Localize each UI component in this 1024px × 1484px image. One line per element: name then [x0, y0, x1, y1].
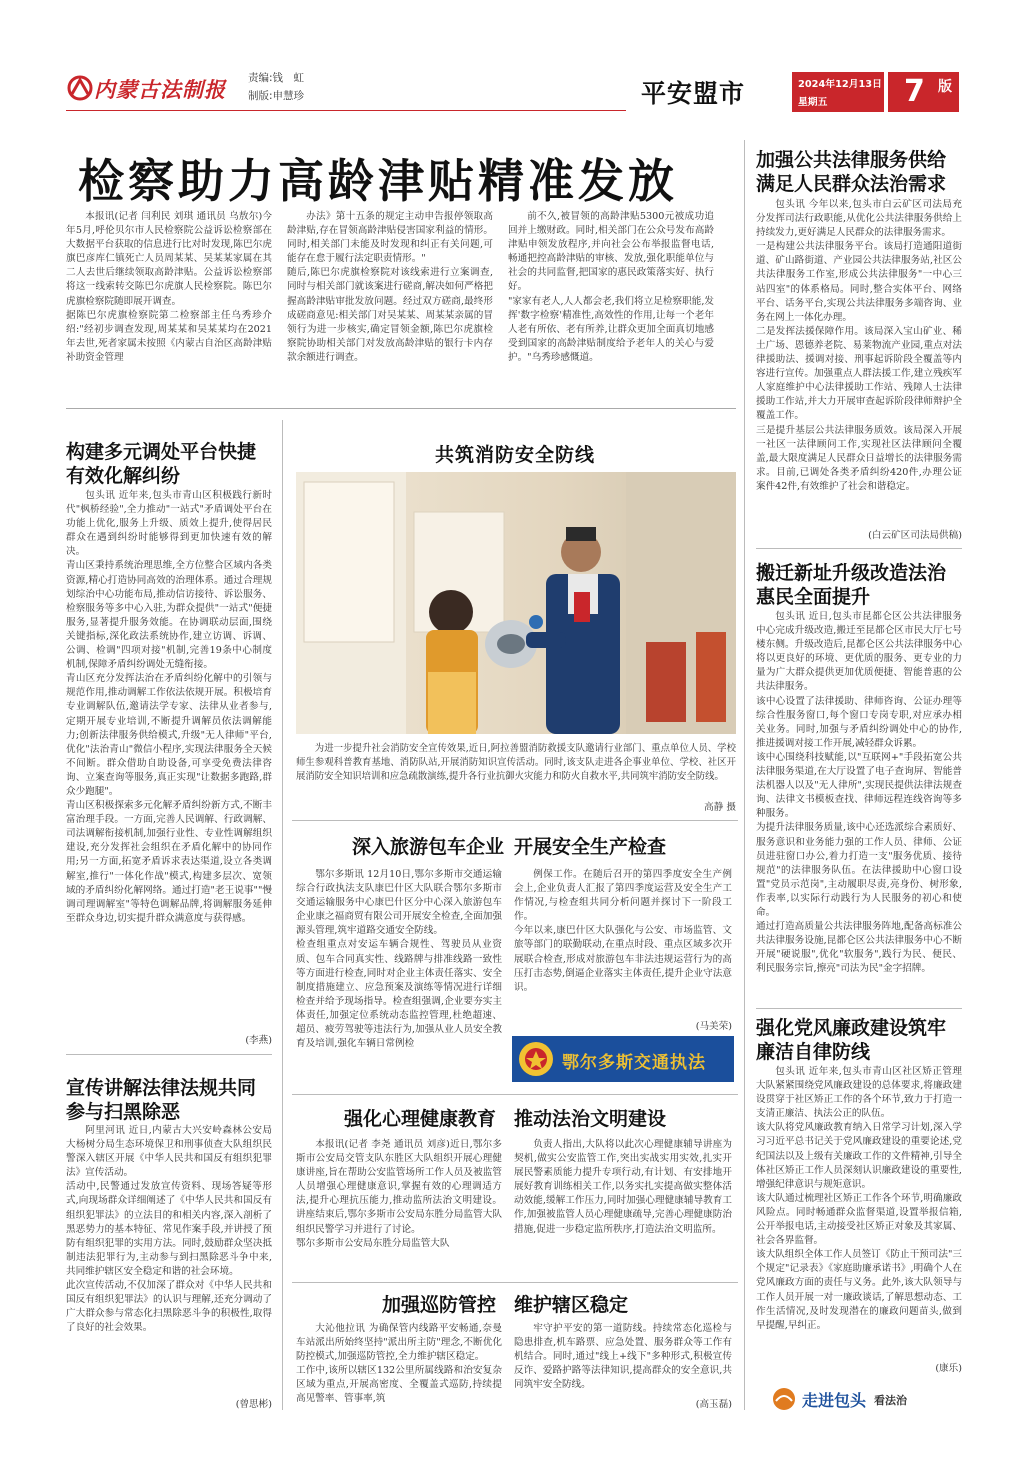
section-name: 平安盟市: [641, 79, 746, 108]
mid3-title-b: 维护辖区稳定: [514, 1294, 629, 1316]
traffic-law-banner: [512, 1036, 734, 1082]
lead-col-1: 本报讯(记者 闫利民 刘琪 通讯员 乌敖尔)今年5月,呼伦贝尔市人民检察院公益诉讼检察部在大数据平台获取的信息进行比对时发现,陈巴尔虎旗巴彦库仁镇死亡人员周某某、吴某某家属在其二人去世后继续领取高龄津贴。公益诉讼检察部将这一线索转交陈巴尔虎旗人民检察院。陈巴尔虎旗检察院随即展开调查。 据陈巴尔虎旗检察院第二检察部主任乌秀珍介绍:"经初步调查发现,周某某和吴某某均在2021年去世,死者家属未按照《内蒙古自治区高龄津贴补助资金管理: [66, 211, 272, 363]
footer-logo-mark-icon: [770, 1387, 798, 1411]
firefighter-photo-image: [296, 472, 736, 734]
mid1-title-a: 深入旅游包车企业: [351, 836, 504, 858]
photo-divider: [292, 820, 738, 821]
mid1-divider: [292, 1094, 738, 1095]
right1-credit: (白云矿区司法局供稿): [868, 530, 962, 541]
photo-title: 共筑消防安全防线: [434, 444, 595, 466]
right1-divider: [756, 548, 962, 549]
page-number: 7: [904, 74, 925, 109]
mid3-col-2: 牢守护平安的第一道防线。持续常态化巡检与隐患排查,机车路票、应急处置、服务群众等工作有机结合。同时,通过"线上+线下"多种形式,积极宣传反诈、爱路护路等法律知识,提高群众的安全意识,共同筑牢安全防线。: [514, 1323, 732, 1391]
lead-title: 检察助力高龄津贴精准发放: [78, 154, 678, 208]
mid1-credit: (马美荣): [695, 1021, 732, 1032]
banner-text: 鄂尔多斯交通执法: [562, 1053, 706, 1073]
mid2-divider: [292, 1282, 738, 1283]
logo-text: 内蒙古法制报: [94, 77, 226, 102]
page-suffix: 版: [938, 79, 952, 95]
left1-title: 构建多元调处平台快捷有效化解纠纷: [66, 441, 257, 487]
right3-credit: (康乐): [935, 1363, 962, 1374]
photo: [296, 472, 736, 734]
mid1-col-1: 鄂尔多斯讯 12月10日,鄂尔多斯市交通运输综合行政执法支队康巴什区大队联合鄂尔多斯市交通运输服务中心康巴什区分中心深入旅游包车企业康之福商贸有限公司开展安全检查,全面加强源头管理,筑牢道路交通安全防线。 检查组重点对安运车辆合规性、驾驶员从业资质、包车合同真实性、线路牌与排准线路一致性等方面进行检查,同时对企业主体责任落实、安全制度措施建立、应急预案及演练等情况进行详细检查并给予现场指导。检查组强调,企业要夯实主体责任,加强定位系统动态监控管理,杜绝超速、超员、疲劳驾驶等违法行为,加强从业人员安全教育及培训,强化车辆日常例检: [296, 869, 502, 1050]
masthead-rule-thin: [66, 110, 626, 111]
left2-body: 阿里河讯 近日,内蒙古大兴安岭森林公安局大杨树分局生态环境保卫和刑事侦查大队组织民警深入辖区开展《中华人民共和国反有组织犯罪法》宣传活动。 活动中,民警通过发放宣传资料、现场答疑等形式,向现场群众详细阐述了《中华人民共和国反有组织犯罪法》的立法目的和相关内容,深入剖析了黑恶势力的基本特征、常见作案手段,并讲授了预防有组织犯罪的实用方法。同时,鼓励群众坚决抵制违法犯罪行为,主动参与到扫黑除恶斗争中来,共同维护辖区安全稳定和谐的社会环境。 此次宣传活动,不仅加深了群众对《中华人民共和国反有组织犯罪法》的认识与理解,还充分调动了广大群众参与常态化扫黑除恶斗争的积极性,取得了良好的社会效果。: [66, 1125, 272, 1334]
logo-mark-icon: [66, 74, 94, 102]
traffic-emblem-icon: [516, 1039, 556, 1079]
left1-body: 包头讯 近年来,包头市青山区积极践行新时代"枫桥经验",全力推动"一站式"矛盾调处平台在功能上优化,服务上升级、质效上提升,使得居民群众在遇到纠纷时能够得到更加快速有效的解决。 青山区秉持系统治理思维,全方位整合区域内各类资源,精心打造协同高效的治理体系。通过合理规划综治中心功能布局,推动信访接待、诉讼服务、检察服务等多中心入驻,为群众提供"一站式"便捷服务,显著提升服务效能。在协调联动层面,围绕关键指标,深化政法系统协作,建立访调、诉调、公调、检调"四项对接"机制,完善19条中心制度机制,保障矛盾纠纷调处无缝衔接。 青山区充分发挥法治在矛盾纠纷化解中的引领与规范作用,推动调解工作依法依规开展。积极培育专业调解队伍,邀请法学专家、法律从业者参与,定期开展专业培训,不断提升调解员依法调解能力;创新法律服务供给模式,升级"无人律师"平台,优化"法治青山"微信小程序,实现法律服务全天候不间断。群众借助自助设备,可享受免费法律咨询、立案查询等服务,真正实现"让数据多跑路,群众少跑腿"。 青山区积极探索多元化解矛盾纠纷新方式,不断丰富治理手段。一方面,完善人民调解、行政调解、司法调解衔接机制,加强行业性、专业性调解组织建设,充分发挥社会组织在矛盾化解中的协同作用;另一方面,拓宽矛盾诉求表达渠道,设立各类调解室,推行"一体化作战"模式,构建多层次、宽领域的矛盾纠纷化解网络。通过打造"老王说事""慢调司理调解室"等特色调解品牌,将调解服务延伸至群众身边,切实提升群众满意度与获得感。: [66, 490, 272, 924]
mid2-title-b: 推动法治文明建设: [514, 1108, 667, 1130]
mid1-title-b: 开展安全生产检查: [514, 836, 667, 858]
right2-title: 搬迁新址升级改造法治惠民全面提升: [756, 562, 947, 608]
left1-divider: [66, 1054, 272, 1055]
left2-title: 宣传讲解法律法规共同参与扫黑除恶: [66, 1077, 257, 1123]
lead-col-3: 前不久,被冒领的高龄津贴5300元被成功追回并上缴财政。同时,相关部门在公众号发布高龄津贴申领发放程序,并向社会公布举报监督电话,畅通把控高龄津贴的审核、发放,强化职能单位与社会的共同监督,把国家的惠民政策落实好、执行好。 "家家有老人,人人都会老,我们将立足检察职能,发挥'数字检察'精准性,高效性的作用,让每一个老年人老有所依、老有所养,让群众更加全面真切地感受到国家的高龄津贴制度给予老年人的关心与爱护。"乌秀珍感慨道。: [508, 211, 714, 363]
mid3-col-1: 大沁他拉讯 为确保管内线路平安畅通,奈曼车站派出所始终坚持"派出所主防"理念,不断优化防控模式,加强巡防管控,全力维护辖区稳定。 工作中,该所以辖区132公里所属线路和治安复杂区域为重点,开展高密度、全覆盖式巡防,持续提高见警率、管事率,筑: [296, 1323, 502, 1405]
mid2-title-a: 强化心理健康教育: [343, 1108, 496, 1130]
editor-credit: 责编:钱 虹: [248, 72, 305, 84]
photographer-credit: 高静 摄: [640, 799, 736, 813]
date-box: [792, 72, 884, 112]
mid2-col-1: 本报讯(记者 李尧 通讯员 刘彦)近日,鄂尔多斯市公安局交管支队东胜区大队组织开展心理健康讲座,旨在帮助公安监管场所工作人员及被监管人员增强心理健康意识,掌握有效的心理调适方法,提升心理抗压能力,推动监所法治文明建设。讲座结束后,鄂尔多斯市公安局东胜分局监管大队组织民警学习并进行了讨论。 鄂尔多斯市公安局东胜分局监管大队: [296, 1139, 502, 1249]
mid3-credit: (高玉磊): [695, 1399, 732, 1410]
footer-logo: [770, 1384, 960, 1414]
right3-title: 强化党风廉政建设筑牢廉洁自律防线: [756, 1017, 947, 1063]
photo-caption: 为进一步提升社会消防安全宣传效果,近日,阿拉善盟消防救援支队邀请行业部门、重点单位人员、学校师生参观科普教育基地、消防队站,开展消防知识宣传活动。同时,该支队走进各企事业单位、学校、社区开展消防安全知识培训和应急疏散演练,提升各行业抗御火灾能力和防火自救水平,共同筑牢消防安全防线。: [296, 743, 736, 782]
footer-logo-text: 走进包头: [802, 1391, 867, 1410]
lead-col-2: 办法》第十五条的规定主动申告报停领取高龄津贴,存在冒领高龄津贴侵害国家利益的情形。同时,相关部门未能及时发现和纠正有关问题,可能存在怠于履行法定职责情形。" 随后,陈巴尔虎旗检察院对该线索进行立案调查,同时与相关部门就该案进行磋商,解决如何严格把握高龄津贴审批发放问题。经过双方磋商,最终形成磋商意见:相关部门对吴某某、周某某亲属的冒领行为进一步核实,确定冒领金额,陈巴尔虎旗检察院协助相关部门对发放高龄津贴的银行卡内存款余额进行调查。: [287, 211, 493, 363]
weekday-text: 星期五: [798, 97, 828, 108]
footer-logo-suffix: 看法治: [874, 1394, 907, 1407]
mid2-col-2: 负责人指出,大队将以此次心理健康辅导讲座为契机,做实公安监管工作,突出实战实用实效,扎实开展民警素质能力提升专项行动,有计划、有安排地开展好教育训练相关工作,以务实扎实提高做实整体活动效能,缓解工作压力,同时加强心理健康辅导教育工作,加强被监管人员心理健康疏导,完善心理健康防治措施,促进一步稳定监所秩序,打造法治文明监所。: [514, 1139, 732, 1235]
right-column-divider: [744, 140, 745, 1410]
right1-title: 加强公共法律服务供给满足人民群众法治需求: [756, 149, 947, 195]
left1-credit: (李燕): [245, 1035, 272, 1046]
masthead: [66, 66, 959, 118]
right3-body: 包头讯 近年来,包头市青山区社区矫正管理大队紧紧围绕党风廉政建设的总体要求,将廉政建设贯穿于社区矫正工作的各个环节,致力于打造一支清正廉洁、执法公正的队伍。 该大队将党风廉政教育纳入日常学习计划,深入学习习近平总书记关于党风廉政建设的重要论述,党纪国法以及上级有关廉政工作的文件精神,引导全体社区矫正工作人员深刻认识廉政建设的重要性,增强纪律意识与规矩意识。 该大队通过梳理社区矫正工作各个环节,明确廉政风险点。同时畅通群众监督渠道,设置举报信箱,公开举报电话,主动接受社区矫正对象及其家属、社会各界监督。 该大队组织全体工作人员签订《防止干预司法"三个规定"记录表》《家庭助廉承诺书》,明确个人在党风廉政方面的责任与义务。此外,该大队领导与工作人员开展一对一廉政谈话,了解思想动态、工作生活情况,及时发现潜在的廉政问题苗头,做到早提醒,早纠正。: [756, 1066, 962, 1331]
right2-body: 包头讯 近日,包头市昆都仑区公共法律服务中心完成升级改造,搬迁至昆都仑区市民大厅七号楼东侧。升级改造后,昆都仑区公共法律服务中心将以更良好的环境、更优质的服务、更专业的力量为广大群众提供更加优质便捷、智能普惠的公共法律服务。 该中心设置了法律援助、律师咨询、公证办理等综合性服务窗口,每个窗口专岗专职,对应承办相关业务。同时,加强与矛盾纠纷调处中心的协作,推进援调对接工作开展,减轻群众诉累。 该中心围绕科技赋能,以"互联网+"手段拓宽公共法律服务渠道,在大厅设置了电子查询屏、智能普法机器人以及"无人律所",实现民提供法律法规查询、法律文书模板查找、律师远程连线咨询等多种服务。 为提升法律服务质量,该中心还选派综合素质好、服务意识和业务能力强的工作人员、律师、公证员进驻窗口办公,着力打造一支"服务优质、接待规范"的法律服务队伍。在法律援助中心窗口设置"党员示范岗",主动履职尽责,亮身份、树形象,作表率,以实际行动践行为人民服务的初心和使命。 通过打造高质量公共法律服务阵地,配备高标准公共法律服务设施,昆都仑区公共法律服务中心不断开展"硬说服",优化"软服务",践行为民、便民、利民服务宗旨,擦亮"司法为民"金字招牌。: [756, 611, 962, 975]
page-number-box: [888, 72, 959, 112]
right1-body: 包头讯 今年以来,包头市白云矿区司法局充分发挥司法行政职能,从优化公共法律服务供给上持续发力,更好满足人民群众的法律服务需求。 一是构建公共法律服务平台。该局打造通阳道街道、矿山路街道、产业园公共法律服务站,社区公共法律服务工作室,形成公共法律服务"一中心三站四室"的体系格局。同时,整合实体平台、网络平台、话务平台,实现公共法律服务多端咨询、业务在网上一体化办理。 二是发挥法援保障作用。该局深入宝山矿业、稀土广场、恩德养老院、易莱物流产业园,重点对法律援助法、援调对接、刑事起诉阶段全覆盖等内容进行宣传。加强重点人群法援工作,建立残疾军人家庭维护中心法律援助工作站、残障人士法律援助工作站,并大力开展审查起诉阶段律师辩护全覆盖工作。 三是提升基层公共法律服务质效。该局深入开展一社区一法律顾问工作,实现社区法律顾问全覆盖,最大限度满足人民群众日益增长的法律服务需求。目前,已调处各类矛盾纠纷420件,办理公证案件42件,有效维护了社会和谐稳定。: [756, 199, 962, 492]
left2-credit: (曾思彬): [235, 1399, 272, 1410]
right2-divider: [756, 1008, 962, 1009]
mid1-col-2: 例保工作。在随后召开的第四季度安全生产例会上,企业负责人汇报了第四季度运营及安全生产工作情况,与检查组共同分析问题并探讨下一阶段工作。 今年以来,康巴什区大队强化与公安、市场监管、文旅等部门的联勤联动,在重点时段、重点区域多次开展联合检查,形成对旅游包车非法违规运营行为的高压打击态势,倒逼企业落实主体责任,提升企业守法意识。: [514, 869, 732, 993]
newspaper-logo: [66, 72, 236, 104]
date-text: 2024年12月13日: [798, 79, 882, 90]
left-column-divider: [282, 420, 283, 1410]
producer-credit: 制版:申慧珍: [248, 90, 305, 102]
lead-divider: [66, 408, 736, 409]
mid3-title-a: 加强巡防管控: [381, 1294, 496, 1316]
